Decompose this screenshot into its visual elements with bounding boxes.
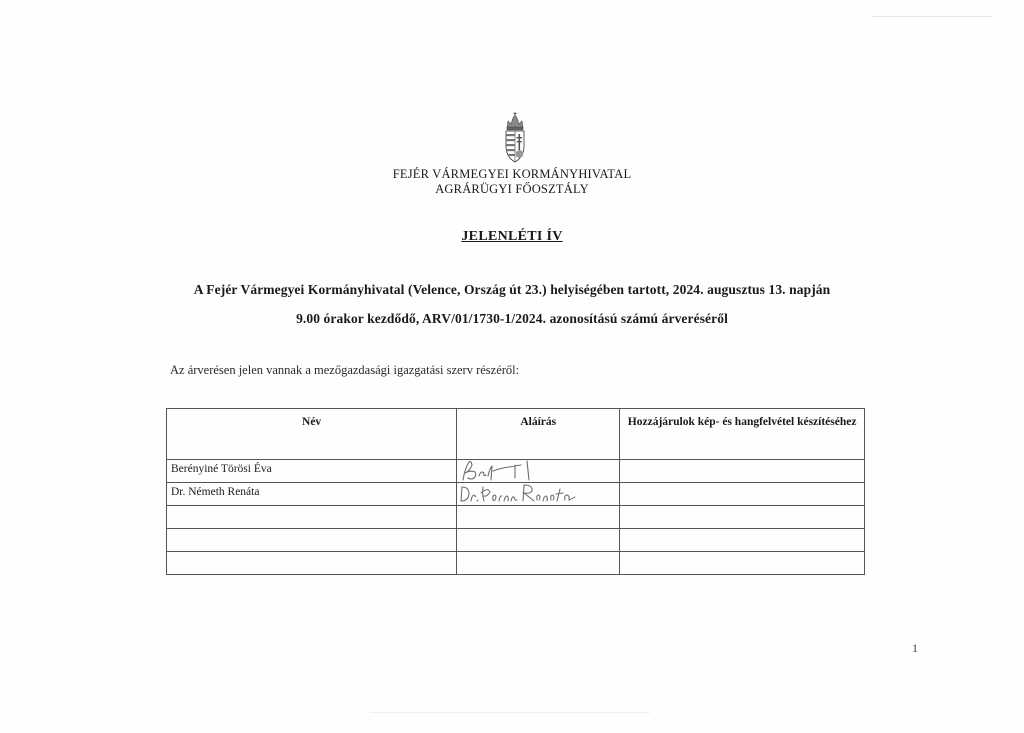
signature-cell [457, 552, 620, 575]
attendance-table [166, 408, 865, 575]
scan-artifact-line [370, 712, 650, 713]
header-consent: Hozzájárulok kép- és hangfelvétel készítéséhez [620, 409, 865, 460]
signature-cell [457, 483, 620, 506]
presence-statement: Az árverésen jelen vannak a mezőgazdasági igazgatási szerv részéről: [170, 363, 520, 377]
consent-cell [620, 483, 865, 506]
signature-cell [457, 506, 620, 529]
table-header-row [167, 409, 865, 460]
handwritten-signature-2 [457, 479, 621, 507]
attendee-name: Berényiné Törösi Éva [167, 460, 457, 483]
document-title: JELENLÉTI ÍV [461, 229, 563, 244]
signature-cell [457, 529, 620, 552]
table-row [167, 483, 865, 506]
intro-text-line-2: 9.00 órakor kezdődő, ARV/01/1730-1/2024. azonosítású számú árveréséről [296, 311, 728, 326]
table-row [167, 506, 865, 529]
attendee-name [167, 506, 457, 529]
attendee-name [167, 552, 457, 575]
organization-name: FEJÉR VÁRMEGYEI KORMÁNYHIVATAL [392, 167, 632, 181]
table-row [167, 552, 865, 575]
attendee-name: Dr. Németh Renáta [167, 483, 457, 506]
page-number: 1 [912, 641, 918, 655]
scan-artifact-line [872, 16, 992, 17]
table-row [167, 529, 865, 552]
header-signature: Aláírás [457, 409, 620, 460]
consent-cell [620, 460, 865, 483]
hungarian-coat-of-arms-icon [501, 112, 529, 164]
attendee-name [167, 529, 457, 552]
intro-text-line-1: A Fejér Vármegyei Kormányhivatal (Velence, Ország út 23.) helyiségében tartott, 2024. augusztus 13. napján [193, 282, 831, 297]
header-name: Név [167, 409, 457, 460]
organization-department: AGRÁRÜGYI FŐOSZTÁLY [435, 182, 589, 196]
consent-cell [620, 529, 865, 552]
consent-cell [620, 552, 865, 575]
consent-cell [620, 506, 865, 529]
